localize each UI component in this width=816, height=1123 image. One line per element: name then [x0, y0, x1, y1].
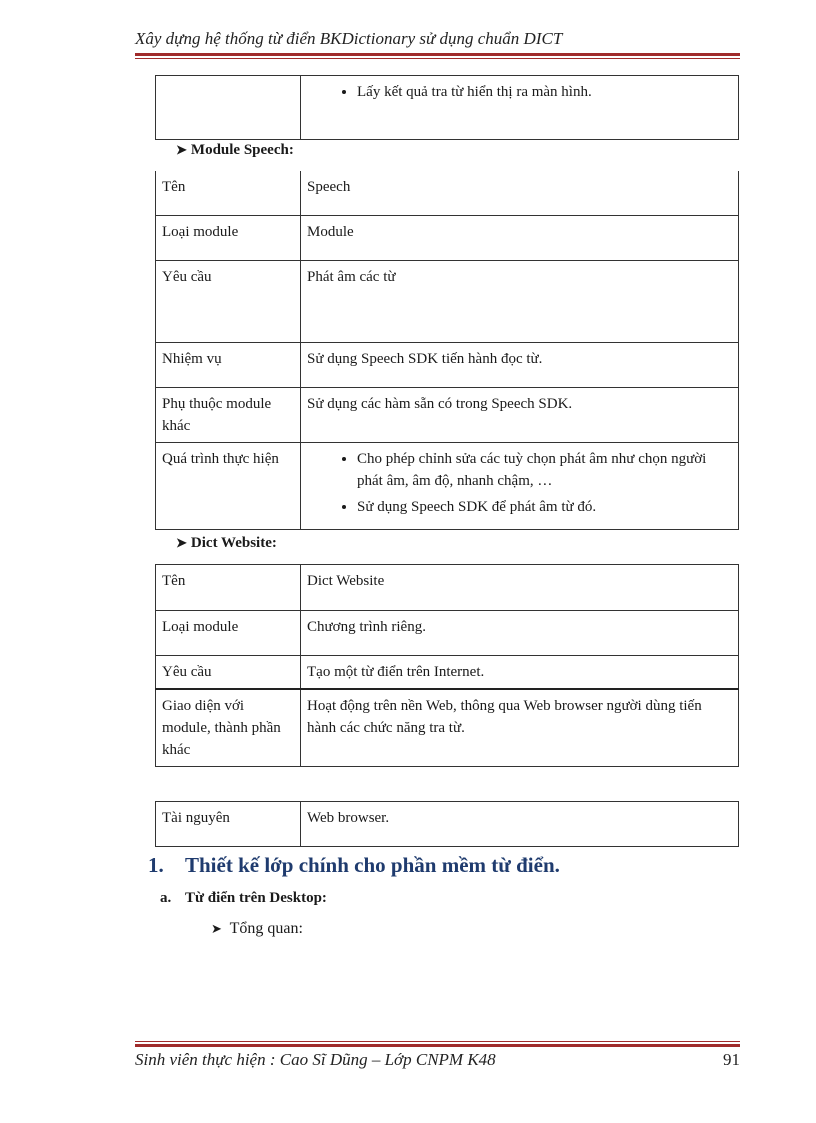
module-speech-heading: ➤ Module Speech: — [176, 142, 294, 158]
dict-website-table — [155, 564, 739, 767]
table-cell-label: Giao diện với module, thành phần khác — [156, 689, 301, 767]
table-row — [156, 689, 739, 767]
table-cell-label: Loại module — [156, 216, 301, 261]
table-row — [156, 216, 739, 261]
module-speech-table — [155, 171, 739, 530]
table-row — [156, 343, 739, 388]
table-cell-value: Sử dụng Speech SDK tiến hành đọc từ. — [301, 343, 739, 388]
continued-table — [155, 75, 739, 140]
arrow-bullet-icon: ➤ — [176, 142, 187, 157]
table-cell-label: Yêu cầu — [156, 261, 301, 343]
table-cell-label: Tên — [156, 565, 301, 611]
table-cell-value: Dict Website — [301, 565, 739, 611]
table-cell-label: Phụ thuộc module khác — [156, 388, 301, 443]
section-title: Thiết kế lớp chính cho phần mềm từ điển. — [185, 853, 560, 877]
table-row — [156, 656, 739, 690]
table-row — [156, 261, 739, 343]
list-item: • Lấy kết quả tra từ hiển thị ra màn hình. — [357, 81, 732, 103]
table-row — [156, 802, 739, 847]
resource-table — [155, 801, 739, 847]
table-cell-value: Sử dụng các hàm sẵn có trong Speech SDK. — [301, 388, 739, 443]
section-number: 1. — [148, 853, 164, 877]
table-row — [156, 565, 739, 611]
list-item: • Sử dụng Speech SDK để phát âm từ đó. — [357, 496, 732, 518]
table-cell-label: Yêu cầu — [156, 656, 301, 690]
table-row — [156, 611, 739, 656]
page-number: 91 — [723, 1050, 740, 1069]
table-cell — [301, 443, 739, 530]
table-cell-label: Loại module — [156, 611, 301, 656]
table-cell-value: Chương trình riêng. — [301, 611, 739, 656]
table-cell-label: Quá trình thực hiện — [156, 443, 301, 530]
table-cell-value: Tạo một từ điển trên Internet. — [301, 656, 739, 690]
table-row — [156, 171, 739, 216]
table-cell-label: Tên — [156, 171, 301, 216]
overview-bullet — [211, 920, 303, 938]
subsection-heading — [160, 890, 327, 907]
table-row — [156, 443, 739, 530]
table-row — [156, 388, 739, 443]
table-cell — [301, 76, 739, 140]
arrow-bullet-icon: ➤ — [211, 921, 222, 936]
table-row — [156, 76, 739, 140]
bullet-list — [307, 81, 732, 103]
dict-website-heading: ➤ Dict Website: — [176, 535, 277, 551]
footer-rule — [135, 1041, 740, 1047]
bullet-list — [307, 448, 732, 518]
section-heading — [148, 853, 560, 878]
subsection-title: Từ điển trên Desktop: — [185, 890, 327, 906]
overview-label: Tổng quan: — [229, 920, 303, 937]
table-cell-empty — [156, 76, 301, 140]
table-cell-label: Tài nguyên — [156, 802, 301, 847]
table-cell-label: Nhiệm vụ — [156, 343, 301, 388]
table-cell-value: Module — [301, 216, 739, 261]
table-cell-value: Web browser. — [301, 802, 739, 847]
arrow-bullet-icon: ➤ — [176, 535, 187, 550]
footer-text: Sinh viên thực hiện : Cao Sĩ Dũng – Lớp CNPM K48 — [135, 1050, 496, 1069]
subsection-number: a. — [160, 890, 172, 906]
page-footer — [135, 1050, 740, 1070]
page-header: Xây dựng hệ thống từ điển BKDictionary sử dụng chuẩn DICT — [135, 29, 563, 48]
table-cell-value: Hoạt động trên nền Web, thông qua Web browser người dùng tiến hành các chức năng tra từ. — [301, 689, 739, 767]
table-cell-value: Speech — [301, 171, 739, 216]
list-item: • Cho phép chỉnh sửa các tuỳ chọn phát âm như chọn người phát âm, âm độ, nhanh chậm, … — [357, 448, 732, 492]
table-cell-value: Phát âm các từ — [301, 261, 739, 343]
header-rule — [135, 53, 740, 59]
